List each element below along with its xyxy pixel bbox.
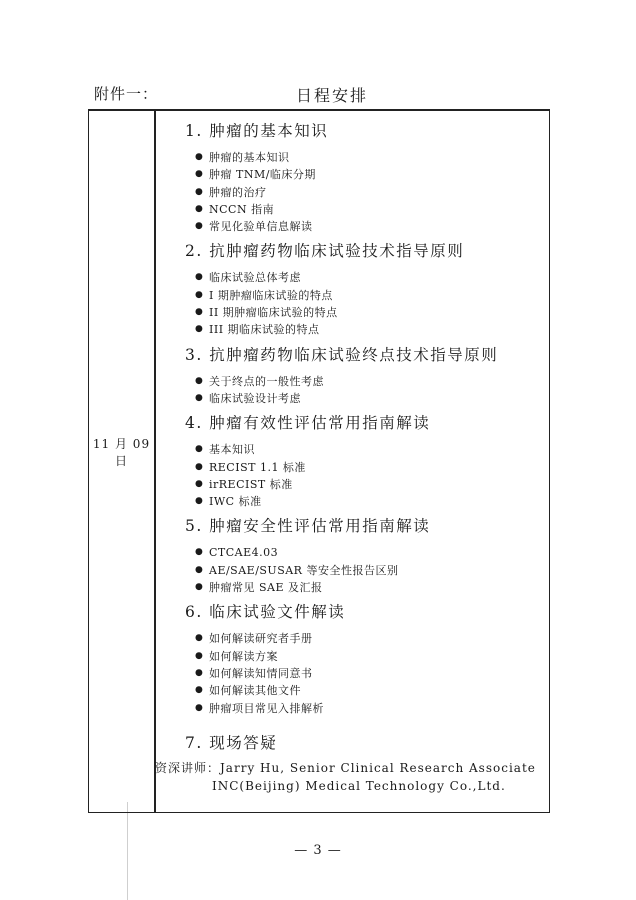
schedule-content	[155, 119, 545, 793]
list-item	[161, 149, 545, 166]
bullet-icon: ●	[195, 221, 204, 232]
section-item-list	[161, 149, 545, 235]
section-title: 1. 肿瘤的基本知识	[185, 122, 329, 140]
agenda-section	[161, 119, 545, 235]
list-item	[161, 562, 545, 579]
list-item-text: CTCAE4.03	[209, 546, 279, 560]
list-item-text: 如何解读研究者手册	[209, 632, 313, 646]
list-item	[161, 166, 545, 183]
agenda-section	[161, 343, 545, 408]
bullet-icon: ●	[195, 478, 204, 489]
bullet-icon: ●	[195, 375, 204, 386]
bullet-icon: ●	[195, 702, 204, 713]
list-item-text: IWC 标准	[209, 495, 262, 509]
list-item	[161, 700, 545, 717]
section-item-list	[161, 630, 545, 716]
list-item	[161, 287, 545, 304]
agenda-section	[161, 239, 545, 338]
bullet-icon: ●	[195, 582, 204, 593]
section-item-list	[161, 373, 545, 408]
section-title: 4. 肿瘤有效性评估常用指南解读	[185, 414, 431, 433]
list-item-text: 肿瘤的基本知识	[209, 151, 290, 164]
agenda-section	[161, 731, 545, 753]
speaker-info	[155, 759, 536, 795]
list-item-text: 肿瘤的治疗	[209, 185, 267, 199]
bullet-icon: ●	[195, 392, 204, 403]
bullet-icon: ●	[195, 186, 204, 197]
section-list	[161, 119, 545, 753]
bullet-icon: ●	[195, 667, 204, 678]
bullet-icon: ●	[195, 152, 204, 162]
list-item	[161, 665, 545, 682]
list-item-text: 肿瘤项目常见入排解析	[209, 701, 324, 715]
section-title: 5. 肿瘤安全性评估常用指南解读	[185, 517, 431, 536]
list-item	[161, 184, 545, 201]
list-item-text: NCCN 指南	[209, 202, 275, 216]
list-item	[161, 459, 545, 476]
list-item-text: 关于终点的一般性考虑	[209, 374, 324, 388]
list-item	[161, 321, 545, 338]
bullet-icon: ●	[195, 633, 204, 644]
list-item-text: AE/SAE/SUSAR 等安全性报告区别	[209, 563, 399, 577]
bullet-icon: ●	[195, 307, 204, 318]
bullet-icon: ●	[195, 685, 204, 696]
list-item-text: II 期肿瘤临床试验的特点	[209, 306, 338, 320]
bullet-icon: ●	[195, 324, 204, 335]
list-item-text: III 期临床试验的特点	[209, 323, 320, 337]
bullet-icon: ●	[195, 444, 204, 455]
list-item-text: 基本知识	[209, 443, 255, 457]
list-item-text: 如何解读方案	[209, 649, 278, 663]
section-item-list	[161, 544, 545, 596]
list-item-text: 临床试验总体考虑	[209, 271, 301, 285]
list-item	[161, 493, 545, 510]
list-item-text: 肿瘤常见 SAE 及汇报	[209, 581, 323, 595]
agenda-section	[161, 514, 545, 596]
section-title: 6. 临床试验文件解读	[185, 603, 346, 622]
list-item	[161, 304, 545, 321]
column-divider	[154, 111, 156, 812]
section-title: 2. 抗肿瘤药物临床试验技术指导原则	[185, 242, 465, 261]
agenda-section	[161, 600, 545, 716]
bullet-icon: ●	[195, 547, 204, 558]
page-title: 日程安排	[296, 86, 369, 105]
list-item-text: 如何解读其他文件	[209, 684, 301, 698]
list-item-text: 肿瘤 TNM/临床分期	[209, 168, 316, 182]
schedule-table	[88, 109, 550, 813]
schedule-date: 11 月 09 日	[92, 437, 151, 468]
list-item	[161, 390, 545, 407]
bullet-icon: ●	[195, 203, 204, 214]
bullet-icon: ●	[195, 496, 204, 507]
bullet-icon: ●	[195, 272, 204, 283]
list-item	[161, 630, 545, 647]
section-title: 3. 抗肿瘤药物临床试验终点技术指导原则	[185, 345, 499, 364]
agenda-section	[161, 411, 545, 510]
list-item	[161, 201, 545, 218]
attachment-label: 附件一：	[94, 85, 159, 103]
list-item-text: 常见化验单信息解读	[209, 220, 313, 234]
bullet-icon: ●	[195, 564, 204, 575]
section-item-list	[161, 441, 545, 510]
list-item	[161, 441, 545, 458]
list-item	[161, 579, 545, 596]
bullet-icon: ●	[195, 461, 204, 472]
list-item	[161, 476, 545, 493]
list-item-text: I 期肿瘤临床试验的特点	[209, 288, 333, 302]
speaker-line-2: INC(Beijing) Medical Technology Co.,Ltd.	[212, 779, 506, 793]
bullet-icon: ●	[195, 289, 204, 300]
list-item	[161, 648, 545, 665]
speaker-line-1: 资深讲师：Jarry Hu, Senior Clinical Research Associate	[155, 761, 536, 775]
list-item	[161, 682, 545, 699]
page-number: — 3 —	[294, 843, 342, 858]
section-item-list	[161, 269, 545, 338]
list-item-text: 如何解读知情同意书	[209, 666, 313, 680]
list-item	[161, 218, 545, 235]
list-item-text: irRECIST 标准	[209, 477, 293, 491]
bullet-icon: ●	[195, 650, 204, 661]
list-item	[161, 373, 545, 390]
list-item-text: RECIST 1.1 标准	[209, 460, 306, 474]
list-item-text: 临床试验设计考虑	[209, 391, 301, 405]
list-item	[161, 544, 545, 561]
list-item	[161, 269, 545, 286]
bullet-icon: ●	[195, 169, 204, 180]
section-title: 7. 现场答疑	[185, 733, 278, 752]
